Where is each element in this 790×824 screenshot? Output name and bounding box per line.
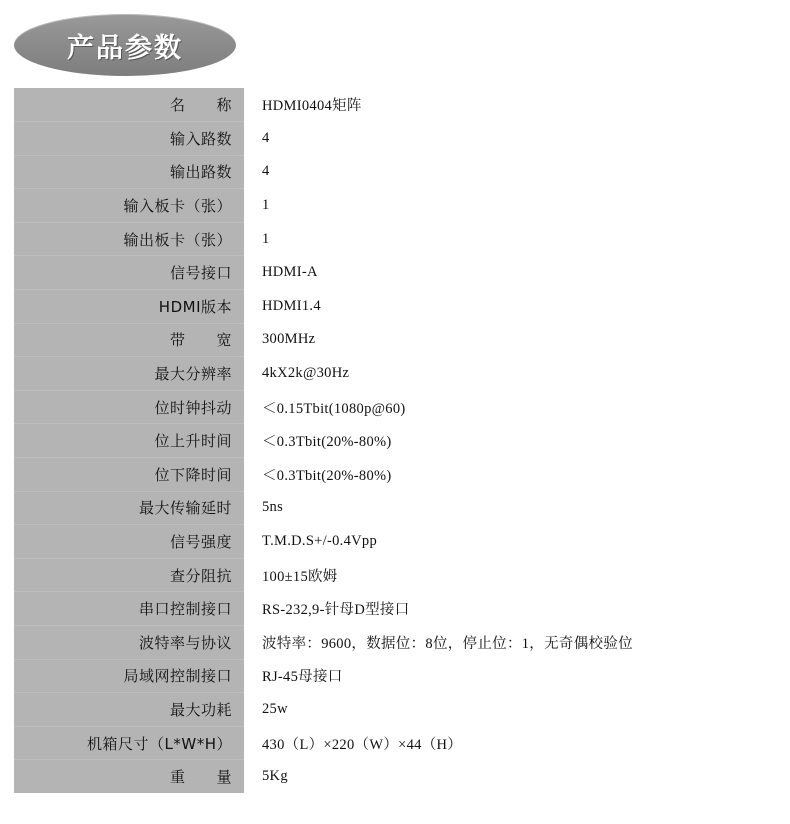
table-row — [14, 155, 776, 189]
spec-value: 4kX2k@30Hz — [244, 357, 776, 391]
table-row — [14, 726, 776, 760]
spec-label: HDMI版本 — [14, 290, 244, 324]
spec-value: T.M.D.S+/-0.4Vpp — [244, 525, 776, 559]
spec-value: ＜0.3Tbit(20%-80%) — [244, 424, 776, 458]
spec-value: HDMI1.4 — [244, 290, 776, 324]
table-row — [14, 189, 776, 223]
spec-value: ＜0.15Tbit(1080p@60) — [244, 390, 776, 424]
specification-table — [14, 88, 776, 793]
spec-value: 300MHz — [244, 323, 776, 357]
spec-label: 信号接口 — [14, 256, 244, 290]
spec-label: 信号强度 — [14, 525, 244, 559]
spec-value: HDMI-A — [244, 256, 776, 290]
table-row — [14, 626, 776, 660]
spec-label: 机箱尺寸（L*W*H） — [14, 726, 244, 760]
spec-label: 输入板卡（张） — [14, 189, 244, 223]
spec-label: 最大传输延时 — [14, 491, 244, 525]
spec-value: 4 — [244, 122, 776, 156]
spec-value: 1 — [244, 189, 776, 223]
spec-value: ＜0.3Tbit(20%-80%) — [244, 458, 776, 492]
spec-label: 输出路数 — [14, 155, 244, 189]
spec-value: 波特率：9600，数据位：8位，停止位：1，无奇偶校验位 — [244, 626, 776, 660]
product-parameters-badge — [14, 14, 236, 76]
spec-value: 430（L）×220（W）×44（H） — [244, 726, 776, 760]
table-row — [14, 390, 776, 424]
table-row — [14, 491, 776, 525]
spec-label: 带 宽 — [14, 323, 244, 357]
table-row — [14, 424, 776, 458]
table-row — [14, 222, 776, 256]
spec-value: RJ-45母接口 — [244, 659, 776, 693]
spec-label: 波特率与协议 — [14, 626, 244, 660]
table-row — [14, 558, 776, 592]
spec-label: 位上升时间 — [14, 424, 244, 458]
spec-label: 串口控制接口 — [14, 592, 244, 626]
spec-label: 重 量 — [14, 760, 244, 794]
spec-label: 名 称 — [14, 88, 244, 122]
page-title: 产品参数 — [67, 32, 183, 64]
table-row — [14, 693, 776, 727]
spec-value: 1 — [244, 222, 776, 256]
spec-label: 最大功耗 — [14, 693, 244, 727]
spec-label: 位下降时间 — [14, 458, 244, 492]
spec-label: 局域网控制接口 — [14, 659, 244, 693]
table-row — [14, 525, 776, 559]
table-row — [14, 760, 776, 794]
table-row — [14, 88, 776, 122]
table-row — [14, 592, 776, 626]
spec-value: 5Kg — [244, 760, 776, 794]
spec-label: 最大分辨率 — [14, 357, 244, 391]
spec-value: HDMI0404矩阵 — [244, 88, 776, 122]
spec-value: RS-232,9-针母D型接口 — [244, 592, 776, 626]
spec-label: 输出板卡（张） — [14, 222, 244, 256]
spec-label: 查分阻抗 — [14, 558, 244, 592]
spec-value: 25w — [244, 693, 776, 727]
table-row — [14, 122, 776, 156]
table-row — [14, 357, 776, 391]
table-row — [14, 323, 776, 357]
spec-value: 100±15欧姆 — [244, 558, 776, 592]
table-row — [14, 458, 776, 492]
table-row — [14, 290, 776, 324]
table-row — [14, 256, 776, 290]
spec-label: 输入路数 — [14, 122, 244, 156]
specification-table-body — [14, 88, 776, 793]
table-row — [14, 659, 776, 693]
spec-label: 位时钟抖动 — [14, 390, 244, 424]
spec-value: 4 — [244, 155, 776, 189]
spec-value: 5ns — [244, 491, 776, 525]
